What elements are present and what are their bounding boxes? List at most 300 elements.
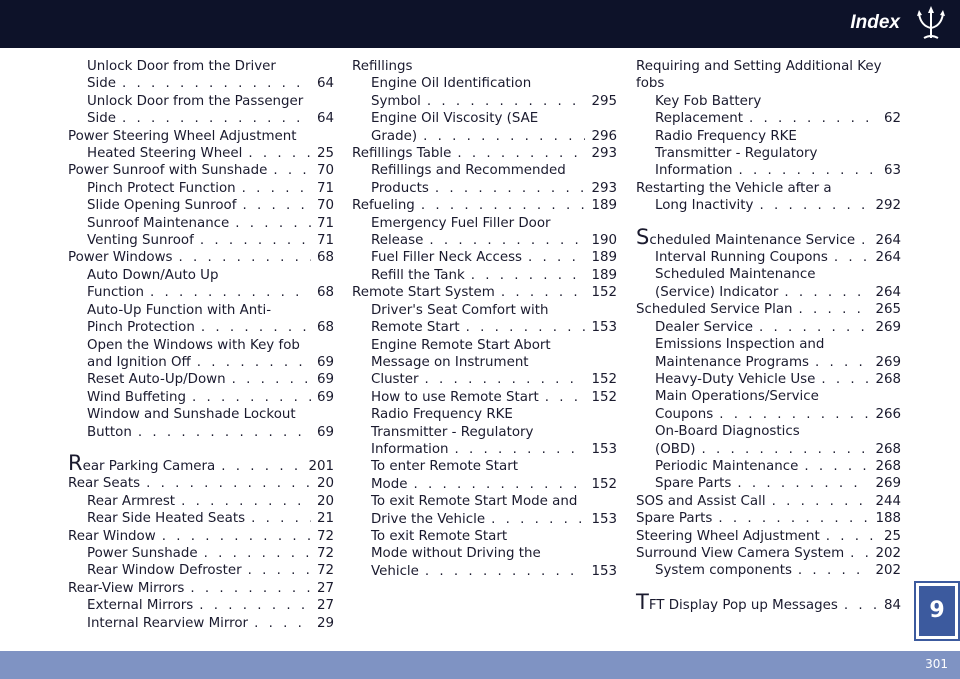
entry-text [636, 301, 793, 318]
entry-label: Rear Seats [68, 476, 141, 492]
leader-dots [471, 267, 586, 284]
index-entry [636, 545, 901, 562]
entry-line [371, 371, 617, 388]
entry-line [352, 284, 617, 301]
leader-dots [826, 528, 878, 545]
page-ref: 264 [875, 284, 901, 300]
entry-line: Emergency Fuel Filler Door [371, 215, 551, 231]
entry-label: Heavy-Duty Vehicle Use [655, 371, 816, 387]
page-ref: 152 [591, 476, 617, 492]
entry-label: Rear Armrest [87, 493, 176, 509]
entry-line: Engine Oil Viscosity (SAE [371, 111, 539, 127]
index-entry [352, 58, 617, 75]
entry-label: Replacement [655, 111, 743, 127]
index-entry [636, 371, 901, 388]
leader-dots [850, 545, 869, 562]
leader-dots [749, 110, 878, 127]
entry-label: Sunroof Maintenance [87, 215, 230, 231]
entry-line [655, 162, 901, 179]
entry-label: Pinch Protection [87, 320, 195, 336]
entry-line [87, 389, 334, 406]
index-entry [68, 58, 334, 93]
index-entry [68, 128, 334, 145]
page-ref: 202 [875, 563, 901, 579]
leader-dots [423, 128, 585, 145]
entry-line [371, 93, 617, 110]
leader-dots [232, 371, 311, 388]
entry-line: Auto-Up Function with Anti- [87, 302, 272, 318]
page-ref: 189 [591, 250, 617, 266]
index-entry [68, 545, 334, 562]
entry-line [87, 371, 334, 388]
entry-label: Maintenance Programs [655, 354, 809, 370]
entry-line [636, 589, 901, 614]
leader-dots [737, 475, 869, 492]
index-entry [352, 110, 617, 145]
entry-label: Products [371, 180, 429, 196]
leader-dots [466, 319, 586, 336]
entry-line: Unlock Door from the Driver [87, 59, 276, 74]
index-entry [68, 180, 334, 197]
page-ref: 64 [316, 111, 334, 127]
leader-dots [545, 389, 586, 406]
index-entry [636, 180, 901, 197]
entry-line [636, 301, 901, 318]
page-number: 301 [925, 657, 948, 671]
leader-dots [501, 284, 586, 301]
entry-line [655, 319, 901, 336]
entry-label: Vehicle [371, 563, 419, 579]
entry-label: Button [87, 424, 132, 440]
entry-text [371, 232, 423, 249]
page-ref: 64 [316, 76, 334, 92]
page-ref: 293 [591, 146, 617, 162]
entry-line [68, 249, 334, 266]
leader-dots [427, 93, 586, 110]
leader-dots [254, 615, 311, 632]
index-entry [352, 197, 617, 214]
entry-text [352, 145, 451, 162]
entry-label: Release [371, 233, 424, 249]
entry-text [371, 249, 522, 266]
entry-line [87, 562, 334, 579]
entry-line: On-Board Diagnostics [655, 424, 800, 440]
page-ref: 72 [316, 528, 334, 544]
leader-dots [248, 145, 311, 162]
entry-text [87, 284, 144, 301]
leader-dots [425, 563, 586, 580]
page-ref: 293 [591, 180, 617, 196]
entry-text [68, 580, 184, 597]
entry-line [655, 562, 901, 579]
entry-line [87, 597, 334, 614]
leader-dots [199, 597, 311, 614]
entry-label: Long Inactivity [655, 198, 754, 214]
trident-logo-icon [912, 4, 950, 44]
index-entry [636, 562, 901, 579]
entry-text [371, 319, 460, 336]
entry-text [636, 76, 664, 91]
page-ref: 20 [316, 476, 334, 492]
page-ref: 265 [875, 302, 901, 318]
entry-line: Transmitter - Regulatory [371, 424, 534, 440]
leader-dots [200, 232, 311, 249]
page-ref: 189 [591, 198, 617, 214]
entry-line [655, 197, 901, 214]
entry-label: Surround View Camera System [636, 545, 845, 561]
index-entry [68, 493, 334, 510]
leader-dots [251, 510, 311, 527]
entry-line [636, 528, 901, 545]
leader-dots [190, 580, 311, 597]
entry-line [636, 545, 901, 562]
entry-label: Venting Sunroof [87, 233, 194, 249]
leader-dots [804, 458, 869, 475]
page-ref: 295 [591, 93, 617, 109]
index-entry [68, 615, 334, 632]
index-entry [636, 249, 901, 266]
entry-label: External Mirrors [87, 598, 194, 614]
index-entry [352, 249, 617, 266]
entry-text [87, 354, 191, 371]
entry-label: System components [655, 563, 792, 579]
entry-label: Side [87, 111, 116, 127]
leader-dots [861, 232, 869, 249]
index-entry [352, 389, 617, 406]
entry-line [371, 232, 617, 249]
entry-text [371, 476, 407, 493]
entry-text [371, 128, 417, 145]
entry-line [636, 493, 901, 510]
entry-label: How to use Remote Start [371, 389, 539, 405]
entry-label: Refillings Table [352, 146, 452, 162]
page-ref: 69 [316, 424, 334, 440]
index-entry [68, 371, 334, 388]
entry-line: To exit Remote Start Mode and [371, 494, 578, 510]
page-ref: 188 [875, 511, 901, 527]
page-ref: 201 [308, 458, 334, 474]
entry-line [655, 354, 901, 371]
entry-label: Cluster [371, 372, 419, 388]
entry-line [371, 267, 617, 284]
entry-label: Internal Rearview Mirror [87, 615, 249, 631]
entry-text [636, 589, 838, 614]
index-entry [68, 528, 334, 545]
entry-line: Unlock Door from the Passenger [87, 93, 304, 109]
entry-text [68, 249, 173, 266]
entry-text [636, 224, 856, 249]
entry-text [636, 510, 712, 527]
page-ref: 153 [591, 511, 617, 527]
page-ref: 68 [316, 250, 334, 266]
page-ref: 268 [875, 441, 901, 457]
leader-dots [718, 510, 869, 527]
index-column-1 [68, 58, 334, 632]
entry-line: Requiring and Setting Additional Key [636, 59, 882, 74]
index-entry [352, 284, 617, 301]
entry-label: Scheduled Service Plan [636, 302, 793, 318]
page-ref: 69 [316, 354, 334, 370]
entry-label: Spare Parts [655, 476, 732, 492]
entry-text [352, 284, 495, 301]
entry-label: Rear Window Defroster [87, 563, 242, 579]
index-entry [68, 562, 334, 579]
index-entry [68, 510, 334, 527]
entry-line [87, 145, 334, 162]
leader-dots [122, 75, 311, 92]
leader-dots [844, 597, 878, 614]
entry-label: Symbol [371, 93, 421, 109]
leader-dots [491, 511, 585, 528]
leader-dots [413, 476, 585, 493]
entry-line [87, 215, 334, 232]
entry-line: To enter Remote Start [371, 459, 518, 475]
entry-line: Open the Windows with Key fob [87, 337, 300, 353]
leader-dots [457, 145, 585, 162]
entry-line: Message on Instrument [371, 354, 529, 370]
entry-line [371, 249, 617, 266]
entry-label: Restarting the Vehicle after a [636, 180, 832, 196]
page-ref: 70 [316, 198, 334, 214]
index-entry [68, 249, 334, 266]
entry-text [371, 389, 539, 406]
index-entry [68, 302, 334, 337]
entry-text [87, 371, 226, 388]
entry-line [87, 545, 334, 562]
index-entry [636, 528, 901, 545]
leader-dots [201, 319, 311, 336]
entry-text [87, 180, 236, 197]
entry-text [636, 528, 820, 545]
chapter-tab[interactable]: 9 [916, 583, 958, 639]
leader-dots [192, 389, 311, 406]
entry-line [352, 58, 617, 75]
entry-line [655, 458, 901, 475]
page-footer [0, 651, 960, 679]
entry-line: Scheduled Maintenance [655, 267, 816, 283]
index-letter: S [636, 224, 650, 249]
entry-label: Heated Steering Wheel [87, 146, 243, 162]
page-ref: 268 [875, 371, 901, 387]
page-ref: 153 [591, 563, 617, 579]
entry-label: Function [87, 285, 144, 301]
index-entry [68, 232, 334, 249]
index-entry [636, 319, 901, 336]
page-ref: 189 [591, 267, 617, 283]
page-ref: 296 [591, 128, 617, 144]
entry-label: Remote Start System [352, 285, 495, 301]
leader-dots [197, 354, 311, 371]
entry-label: Periodic Maintenance [655, 458, 799, 474]
entry-line [87, 424, 334, 441]
leader-dots [821, 371, 869, 388]
entry-text [655, 441, 696, 458]
entry-label: Power Windows [68, 250, 173, 266]
entry-label: Grade) [371, 128, 418, 144]
index-entry [68, 597, 334, 614]
entry-label: Refueling [352, 198, 415, 214]
entry-label: Slide Opening Sunroof [87, 198, 237, 214]
entry-text [655, 475, 731, 492]
entry-text [68, 129, 297, 144]
page-ref: 27 [316, 580, 334, 596]
entry-text [636, 545, 844, 562]
entry-line: Radio Frequency RKE [655, 128, 797, 144]
entry-text [87, 424, 132, 441]
entry-line [655, 284, 901, 301]
entry-line [87, 232, 334, 249]
entry-line [655, 249, 901, 266]
entry-text [352, 59, 413, 74]
entry-text [68, 528, 156, 545]
entry-text [655, 162, 733, 179]
entry-line [352, 197, 617, 214]
page-ref: 152 [591, 372, 617, 388]
entry-line [87, 284, 334, 301]
entry-line [87, 319, 334, 336]
page-header [0, 0, 960, 48]
page-ref: 269 [875, 476, 901, 492]
entry-text [87, 319, 195, 336]
entry-text [655, 562, 792, 579]
entry-label: Dealer Service [655, 319, 753, 335]
leader-dots [221, 458, 302, 475]
entry-line [87, 197, 334, 214]
entry-label: Rear Side Heated Seats [87, 511, 246, 527]
entry-text [655, 284, 778, 301]
entry-line [87, 110, 334, 127]
page-ref: 202 [875, 545, 901, 561]
leader-dots [421, 197, 586, 214]
index-entry [68, 267, 334, 302]
index-entry [68, 389, 334, 406]
entry-line [371, 563, 617, 580]
entry-line: Driver's Seat Comfort with [371, 302, 549, 318]
index-entry [636, 589, 901, 614]
leader-dots [235, 215, 311, 232]
entry-line [636, 75, 901, 92]
entry-line: Radio Frequency RKE [371, 407, 513, 423]
index-entry [352, 528, 617, 580]
entry-line [87, 180, 334, 197]
entry-text [655, 110, 743, 127]
entry-text [87, 75, 116, 92]
index-entry [636, 475, 901, 492]
entry-line [655, 371, 901, 388]
index-entry [636, 336, 901, 371]
leader-dots [759, 197, 869, 214]
entry-label: Pinch Protect Function [87, 180, 236, 196]
index-entry [68, 162, 334, 179]
index-letter: T [636, 589, 649, 614]
entry-label: Side [87, 76, 116, 92]
entry-text [87, 232, 194, 249]
entry-label: Power Sunroof with Sunshade [68, 163, 268, 179]
entry-line [87, 615, 334, 632]
page-ref: 153 [591, 441, 617, 457]
page-ref: 152 [591, 285, 617, 301]
entry-line [68, 475, 334, 492]
page-ref: 20 [316, 493, 334, 509]
entry-text [655, 197, 753, 214]
entry-label: (Service) Indicator [655, 284, 779, 300]
entry-label: Mode [371, 476, 408, 492]
page-ref: 264 [875, 250, 901, 266]
entry-label: Information [371, 441, 449, 457]
index-entry [636, 266, 901, 301]
entry-line [636, 180, 901, 197]
entry-label: (OBD) [655, 441, 696, 457]
entry-label: Fuel Filler Neck Access [371, 250, 523, 266]
entry-line: Emissions Inspection and [655, 337, 825, 353]
page-ref: 70 [316, 163, 334, 179]
leader-dots [162, 528, 311, 545]
page-ref: 21 [316, 511, 334, 527]
entry-label: FT Display Pop up Messages [648, 597, 838, 613]
page-ref: 152 [591, 389, 617, 405]
leader-dots [429, 232, 585, 249]
index-entry [68, 337, 334, 372]
entry-line [87, 493, 334, 510]
entry-text [68, 475, 140, 492]
entry-line [87, 354, 334, 371]
entry-text [87, 389, 186, 406]
leader-dots [204, 545, 311, 562]
entry-text [371, 93, 421, 110]
page-ref: 71 [316, 233, 334, 249]
entry-text [87, 493, 175, 510]
entry-line [371, 319, 617, 336]
entry-line [655, 110, 901, 127]
leader-dots [815, 354, 869, 371]
entry-line [352, 145, 617, 162]
entry-line [371, 476, 617, 493]
entry-label: SOS and Assist Call [636, 493, 766, 509]
entry-line [655, 475, 901, 492]
page-ref: 71 [316, 180, 334, 196]
page-ref: 84 [883, 597, 901, 613]
entry-line [636, 224, 901, 249]
entry-label: Refillings [352, 59, 413, 74]
entry-line [87, 510, 334, 527]
entry-label: fobs [636, 76, 665, 92]
entry-text [87, 110, 116, 127]
page-ref: 69 [316, 389, 334, 405]
leader-dots [772, 493, 870, 510]
entry-text [87, 562, 242, 579]
index-entry [68, 406, 334, 441]
page-ref: 269 [875, 354, 901, 370]
index-entry [352, 162, 617, 197]
index-entry [636, 128, 901, 180]
page-ref: 264 [875, 232, 901, 248]
index-entry [352, 267, 617, 284]
page-ref: 190 [591, 233, 617, 249]
index-entry [68, 215, 334, 232]
entry-line: Transmitter - Regulatory [655, 146, 818, 162]
page-ref: 63 [883, 163, 901, 179]
leader-dots [273, 162, 311, 179]
index-entry [636, 301, 901, 318]
index-entry [68, 450, 334, 475]
index-column-2 [352, 58, 617, 580]
entry-line [68, 128, 334, 145]
entry-text [87, 197, 236, 214]
entry-text [655, 371, 815, 388]
entry-line [371, 128, 617, 145]
index-entry [68, 475, 334, 492]
entry-label: Information [655, 163, 733, 179]
